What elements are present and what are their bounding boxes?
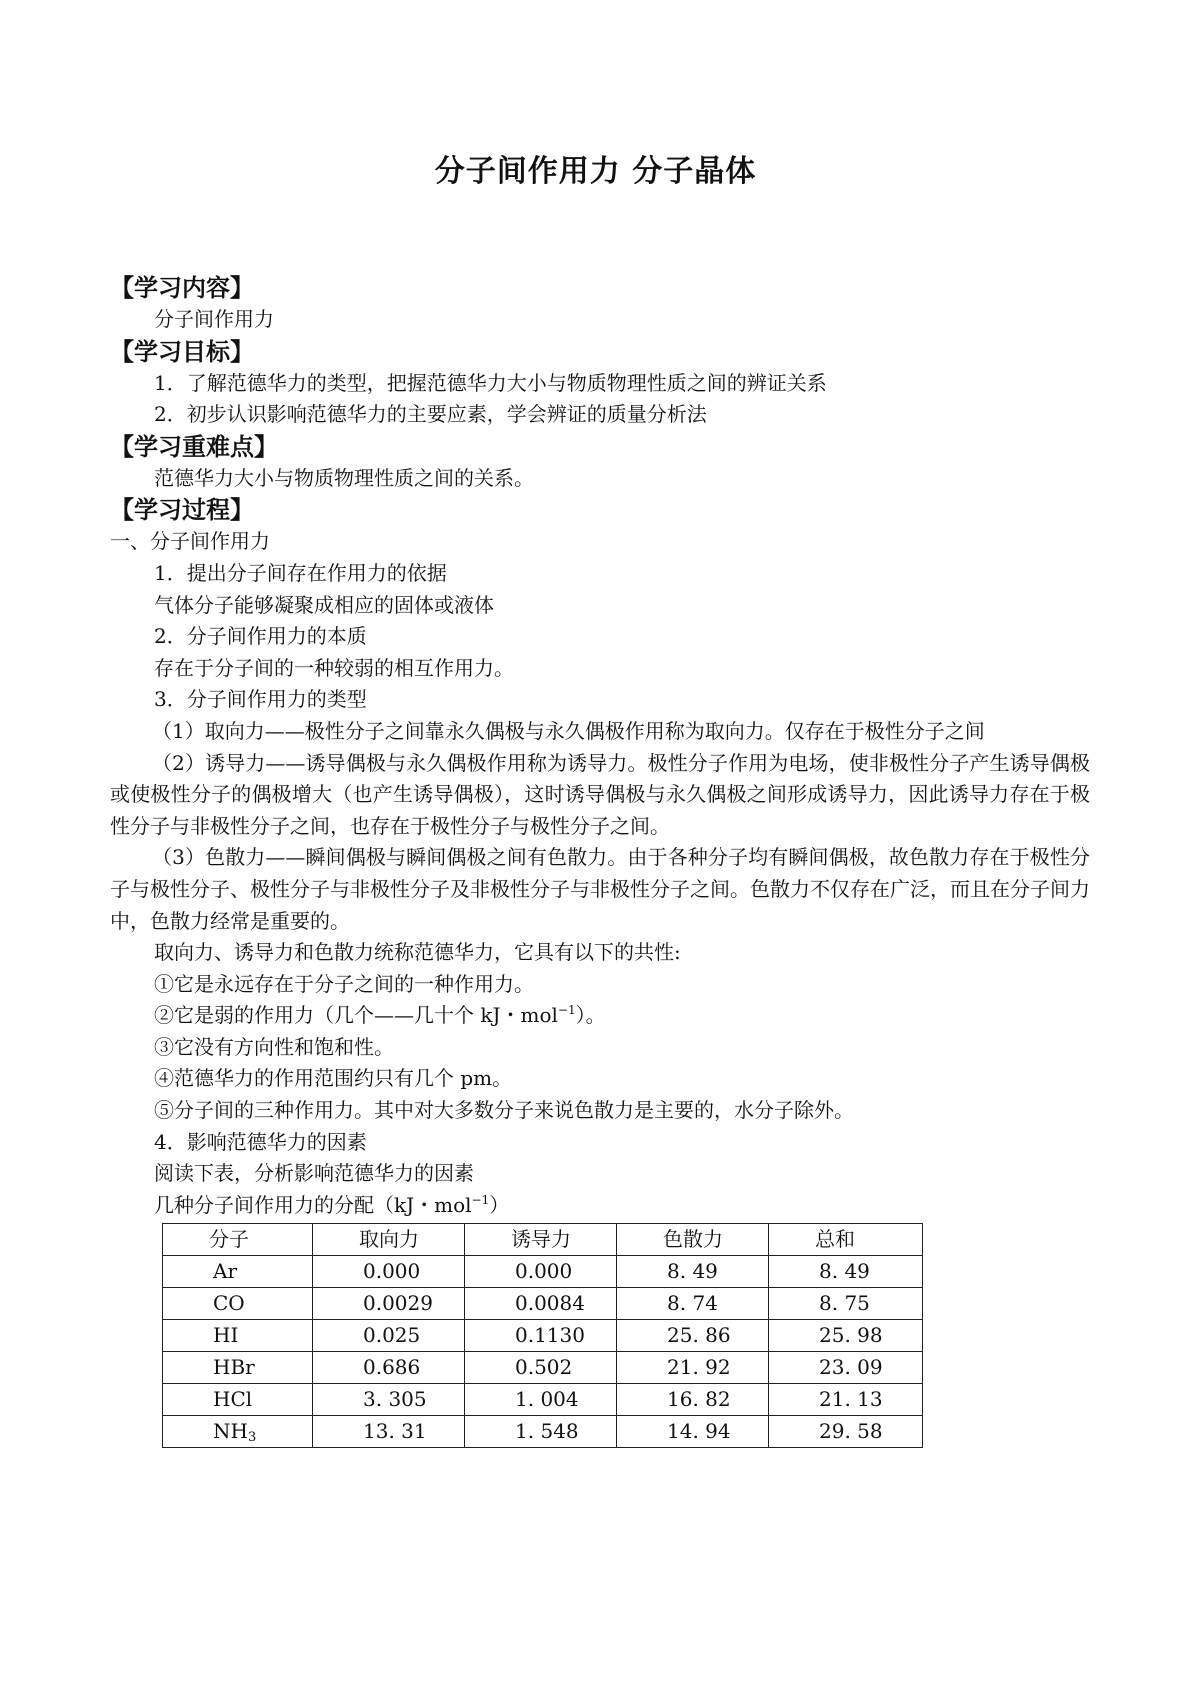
commonality-item: ③它没有方向性和饱和性。 <box>154 1034 394 1059</box>
table-cell: 0.686 <box>313 1352 465 1384</box>
subscript: 3 <box>247 1430 257 1446</box>
table-caption <box>110 1190 1090 1222</box>
superscript: −1 <box>557 1003 576 1018</box>
table-cell: 1. 548 <box>465 1416 617 1448</box>
heading-learning-goals: 【学习目标】 <box>110 337 254 366</box>
table-cell: 21. 92 <box>617 1352 769 1384</box>
table-cell: 23. 09 <box>769 1352 923 1384</box>
table-cell: 16. 82 <box>617 1384 769 1416</box>
goal-item: 2．初步认识影响范德华力的主要应素，学会辨证的质量分析法 <box>154 402 707 427</box>
column-header: 总和 <box>769 1224 923 1256</box>
table-cell: 8. 74 <box>617 1288 769 1320</box>
table-row <box>163 1384 923 1416</box>
table-cell: 0.0084 <box>465 1288 617 1320</box>
table-cell: 14. 94 <box>617 1416 769 1448</box>
table-cell: 0.1130 <box>465 1320 617 1352</box>
molecule-formula: NH <box>213 1419 248 1444</box>
table-cell: HBr <box>163 1352 313 1384</box>
table-cell: 29. 58 <box>769 1416 923 1448</box>
table-cell: 0.000 <box>313 1256 465 1288</box>
heading-key-points: 【学习重难点】 <box>110 432 278 461</box>
column-header: 诱导力 <box>465 1224 617 1256</box>
table-cell: HCl <box>163 1384 313 1416</box>
table-row <box>163 1288 923 1320</box>
section-1-text: 气体分子能够凝聚成相应的固体或液体 <box>154 592 494 617</box>
superscript: −1 <box>471 1192 490 1207</box>
table-cell: 13. 31 <box>313 1416 465 1448</box>
commonality-item: ⑤分子间的三种作用力。其中对大多数分子来说色散力是主要的，水分子除外。 <box>154 1098 854 1123</box>
table-cell <box>163 1416 313 1448</box>
table-cell: 0.0029 <box>313 1288 465 1320</box>
table-cell: 3. 305 <box>313 1384 465 1416</box>
commonality-item: ①它是永远存在于分子之间的一种作用力。 <box>154 971 534 996</box>
table-cell: 8. 49 <box>769 1256 923 1288</box>
goal-item: 1．了解范德华力的类型，把握范德华力大小与物质物理性质之间的辨证关系 <box>154 370 827 395</box>
table-row <box>163 1320 923 1352</box>
table-cell: Ar <box>163 1256 313 1288</box>
heading-learning-content: 【学习内容】 <box>110 274 254 302</box>
commonality-text-end: ）。 <box>575 1003 606 1028</box>
key-points-text: 范德华力大小与物质物理性质之间的关系。 <box>154 465 534 490</box>
section-4-title: 4．影响范德华力的因素 <box>154 1129 367 1154</box>
table-cell: 1. 004 <box>465 1384 617 1416</box>
section-3-title: 3．分子间作用力的类型 <box>154 687 367 712</box>
table-row <box>163 1256 923 1288</box>
heading-learning-process: 【学习过程】 <box>110 496 254 525</box>
table-cell: 8. 49 <box>617 1256 769 1288</box>
table-cell: 25. 86 <box>617 1320 769 1352</box>
table-cell: CO <box>163 1288 313 1320</box>
table-cell: 25. 98 <box>769 1320 923 1352</box>
commonality-item: ④范德华力的作用范围约只有几个 pm。 <box>154 1066 513 1091</box>
part-one-title: 一、分子间作用力 <box>110 529 270 554</box>
table-header-row <box>163 1224 923 1256</box>
table-cell: 0.502 <box>465 1352 617 1384</box>
table-row <box>163 1416 923 1448</box>
force-distribution-table <box>162 1223 923 1448</box>
table-cell: 0.025 <box>313 1320 465 1352</box>
learning-content-text: 分子间作用力 <box>154 307 274 331</box>
table-cell: HI <box>163 1320 313 1352</box>
document-body <box>110 272 1090 1448</box>
table-row <box>163 1352 923 1384</box>
commonality-item <box>110 1000 1090 1032</box>
commonality-text: ②它是弱的作用力（几个——几十个 kJ・mol <box>154 1003 558 1028</box>
column-header: 色散力 <box>617 1224 769 1256</box>
section-2-text: 存在于分子间的一种较弱的相互作用力。 <box>154 655 514 680</box>
table-cell: 8. 75 <box>769 1288 923 1320</box>
orientation-force-paragraph: （1）取向力——极性分子之间靠永久偶极与永久偶极作用称为取向力。仅存在于极性分子之间 <box>152 718 985 743</box>
caption-text-end: ） <box>489 1192 510 1217</box>
column-header: 取向力 <box>313 1224 465 1256</box>
page-title: 分子间作用力 分子晶体 <box>434 154 757 189</box>
section-4-text: 阅读下表，分析影响范德华力的因素 <box>154 1161 474 1186</box>
section-2-title: 2．分子间作用力的本质 <box>154 624 367 649</box>
table-cell: 0.000 <box>465 1256 617 1288</box>
dispersion-force-paragraph: （3）色散力——瞬间偶极与瞬间偶极之间有色散力。由于各种分子均有瞬间偶极，故色散力存在于极性分子与极性分子、极性分子与非极性分子及非极性分子与非极性分子之间。色散力不仅存在广泛，而且在分子间力中，色散力经常是重要的。 <box>110 845 1090 933</box>
induction-force-paragraph: （2）诱导力——诱导偶极与永久偶极作用称为诱导力。极性分子作用为电场，使非极性分子产生诱导偶极或使极性分子的偶极增大（也产生诱导偶极），这时诱导偶极与永久偶极之间形成诱导力，因此诱导力存在于极性分子与非极性分子之间，也存在于极性分子与极性分子之间。 <box>110 750 1090 838</box>
column-header: 分子 <box>163 1224 313 1256</box>
section-1-title: 1．提出分子间存在作用力的依据 <box>154 560 447 585</box>
table-cell: 21. 13 <box>769 1384 923 1416</box>
summary-text: 取向力、诱导力和色散力统称范德华力，它具有以下的共性: <box>154 940 681 965</box>
caption-text: 几种分子间作用力的分配（kJ・mol <box>154 1192 472 1217</box>
